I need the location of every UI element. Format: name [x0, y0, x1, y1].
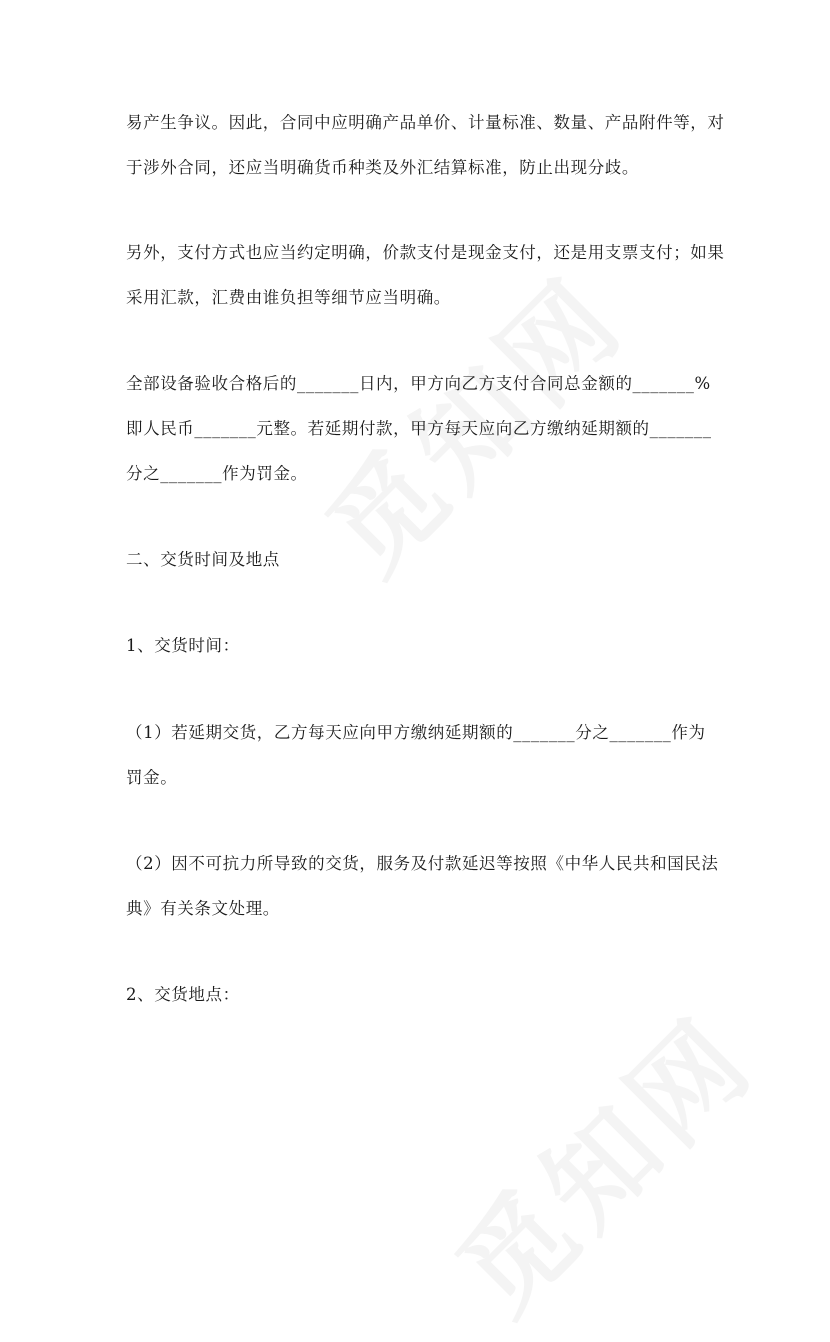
paragraph-line: 于涉外合同，还应当明确货币种类及外汇结算标准，防止出现分歧。 [126, 158, 639, 177]
paragraph-line: 分之_______作为罚金。 [126, 464, 308, 483]
section-heading: 二、交货时间及地点 [126, 550, 280, 569]
subsection-heading: 2、交货地点： [126, 985, 240, 1004]
paragraph-line: 即人民币_______元整。若延期付款，甲方每天应向乙方缴纳延期额的_______ [126, 419, 712, 438]
paragraph-line: 另外，支付方式也应当约定明确，价款支付是现金支付，还是用支票支付；如果 [126, 243, 725, 262]
clause-line: 典》有关条文处理。 [126, 899, 280, 918]
subsection-heading: 1、交货时间： [126, 636, 240, 655]
watermark [417, 976, 783, 1342]
clause-line: 罚金。 [126, 768, 178, 787]
paragraph-line: 全部设备验收合格后的_______日内，甲方向乙方支付合同总金额的_______% [126, 374, 711, 393]
paragraph-line: 易产生争议。因此，合同中应明确产品单价、计量标准、数量、产品附件等，对 [126, 113, 725, 132]
clause-line: （1）若延期交货，乙方每天应向甲方缴纳延期额的_______分之_______作为 [126, 723, 706, 742]
clause-line: （2）因不可抗力所导致的交货，服务及付款延迟等按照《中华人民共和国民法 [126, 854, 719, 873]
paragraph-line: 采用汇款，汇费由谁负担等细节应当明确。 [126, 288, 451, 307]
